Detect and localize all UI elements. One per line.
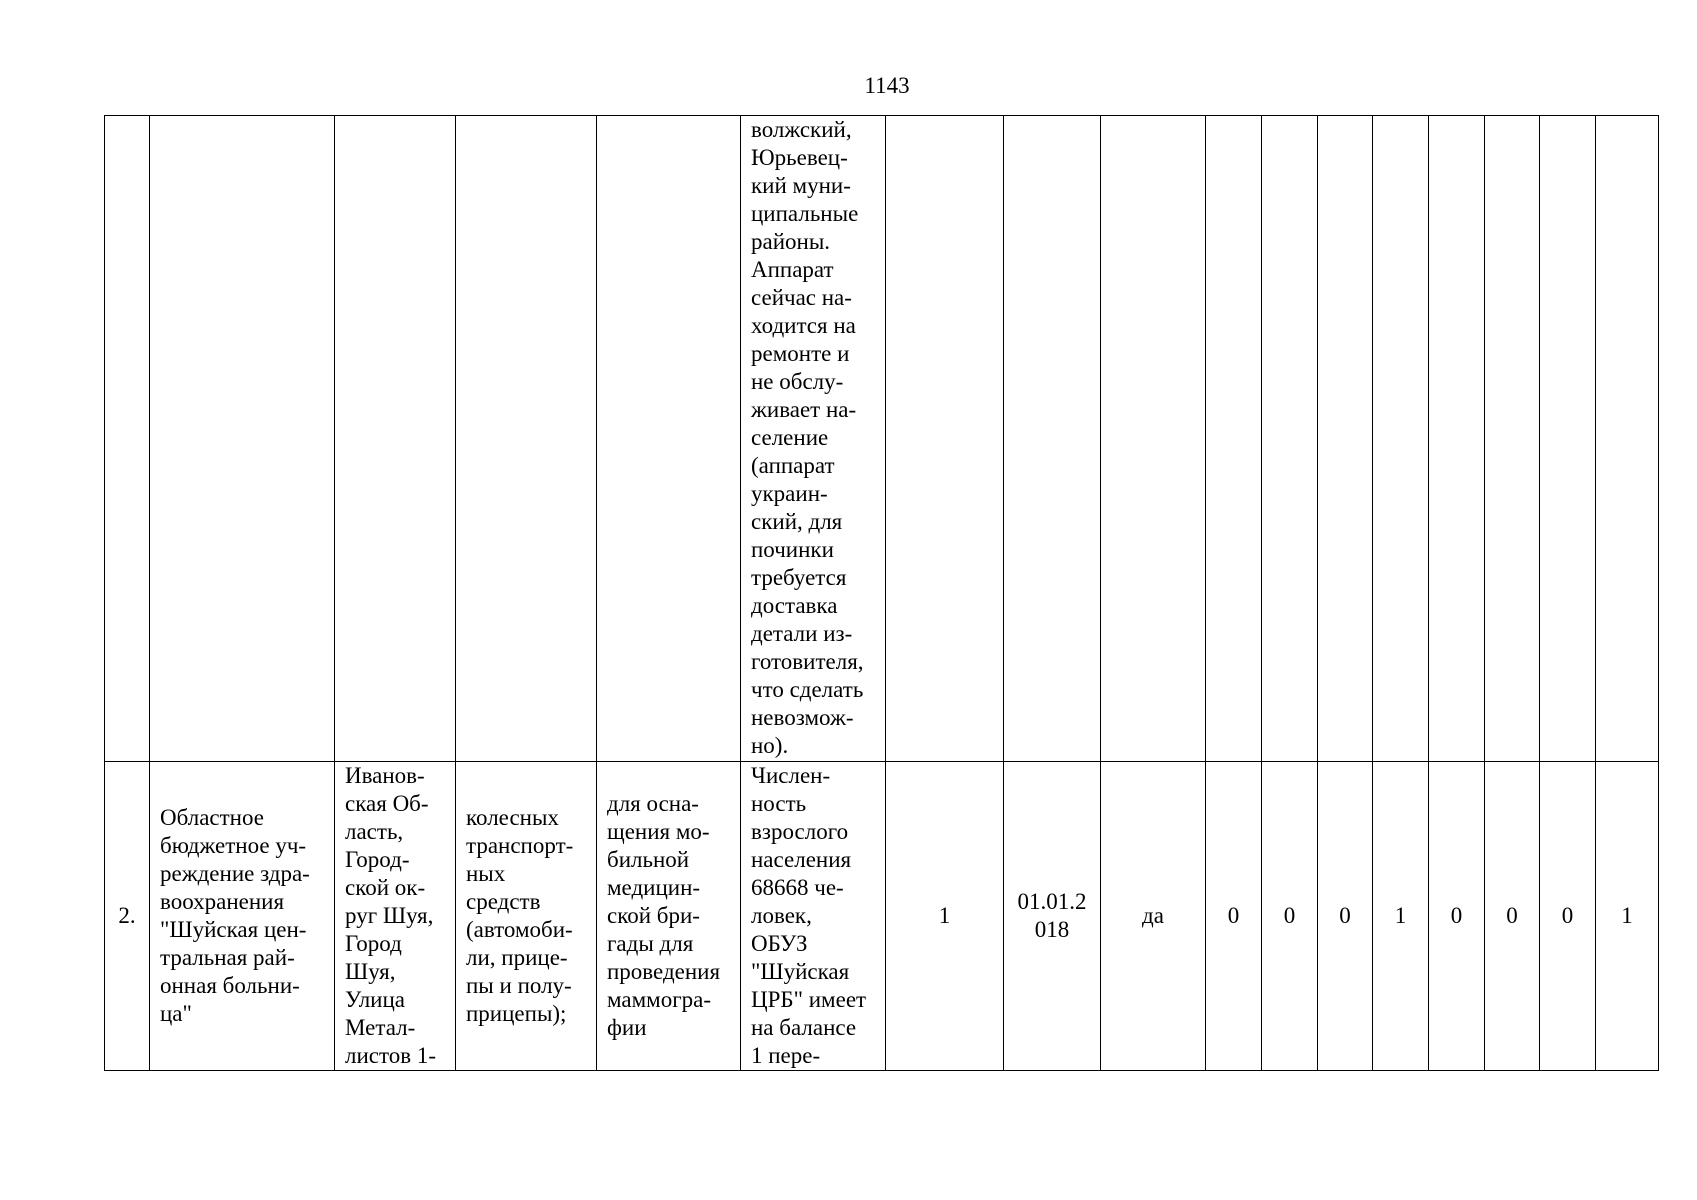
cell-value: [1206, 116, 1262, 762]
cell-date: [1004, 116, 1101, 762]
cell-value: 0: [1485, 762, 1540, 1071]
cell-notes: Числен- ность взрослого населения 68668 че- ловек, ОБУЗ "Шуйская ЦРБ" имеет на балансе 1 пере-: [741, 762, 886, 1071]
cell-value: [1318, 116, 1373, 762]
cell-purpose: для осна- щения мо- бильной медицин- ской бри- гады для проведения маммогра- фии: [597, 762, 741, 1071]
cell-value: [1262, 116, 1318, 762]
table-row-continuation: [105, 116, 1659, 762]
cell-num: [105, 116, 150, 762]
cell-value: 0: [1206, 762, 1262, 1071]
cell-category: колесных транспорт- ных средств (автомоби- ли, прице- пы и полу- прицепы);: [456, 762, 597, 1071]
cell-quantity: [886, 116, 1004, 762]
cell-num: 2.: [105, 762, 150, 1071]
cell-value: [1485, 116, 1540, 762]
cell-organization: Областное бюджетное уч- реждение здра- воохранения "Шуйская цен- тральная рай- онная больни- ца": [150, 762, 335, 1071]
cell-address: Иванов- ская Об- ласть, Город- ской ок- руг Шуя, Город Шуя, Улица Метал- листов 1-: [335, 762, 456, 1071]
cell-value: 1: [1373, 762, 1429, 1071]
cell-category: [456, 116, 597, 762]
cell-value: 0: [1429, 762, 1485, 1071]
cell-value: [1540, 116, 1596, 762]
cell-value: [1429, 116, 1485, 762]
cell-address: [335, 116, 456, 762]
equipment-table: [104, 115, 1659, 1071]
table-row: [105, 762, 1659, 1071]
cell-value: 0: [1318, 762, 1373, 1071]
cell-purpose: [597, 116, 741, 762]
cell-value: 0: [1540, 762, 1596, 1071]
cell-value: 1: [1596, 762, 1659, 1071]
cell-organization: [150, 116, 335, 762]
cell-notes: волжский, Юрьевец- кий муни- ципальные районы. Аппарат сейчас на- ходится на ремонте и не обслу- живает на- селение (аппарат украин- ский, для починки требуется доставка детали из- готовителя, что сделать невозмож- но).: [741, 116, 886, 762]
cell-value: [1596, 116, 1659, 762]
cell-value: [1373, 116, 1429, 762]
page-number: 1143: [864, 73, 910, 98]
cell-flag: да: [1101, 762, 1206, 1071]
cell-value: 0: [1262, 762, 1318, 1071]
cell-flag: [1101, 116, 1206, 762]
cell-date: 01.01.2 018: [1004, 762, 1101, 1071]
cell-quantity: 1: [886, 762, 1004, 1071]
